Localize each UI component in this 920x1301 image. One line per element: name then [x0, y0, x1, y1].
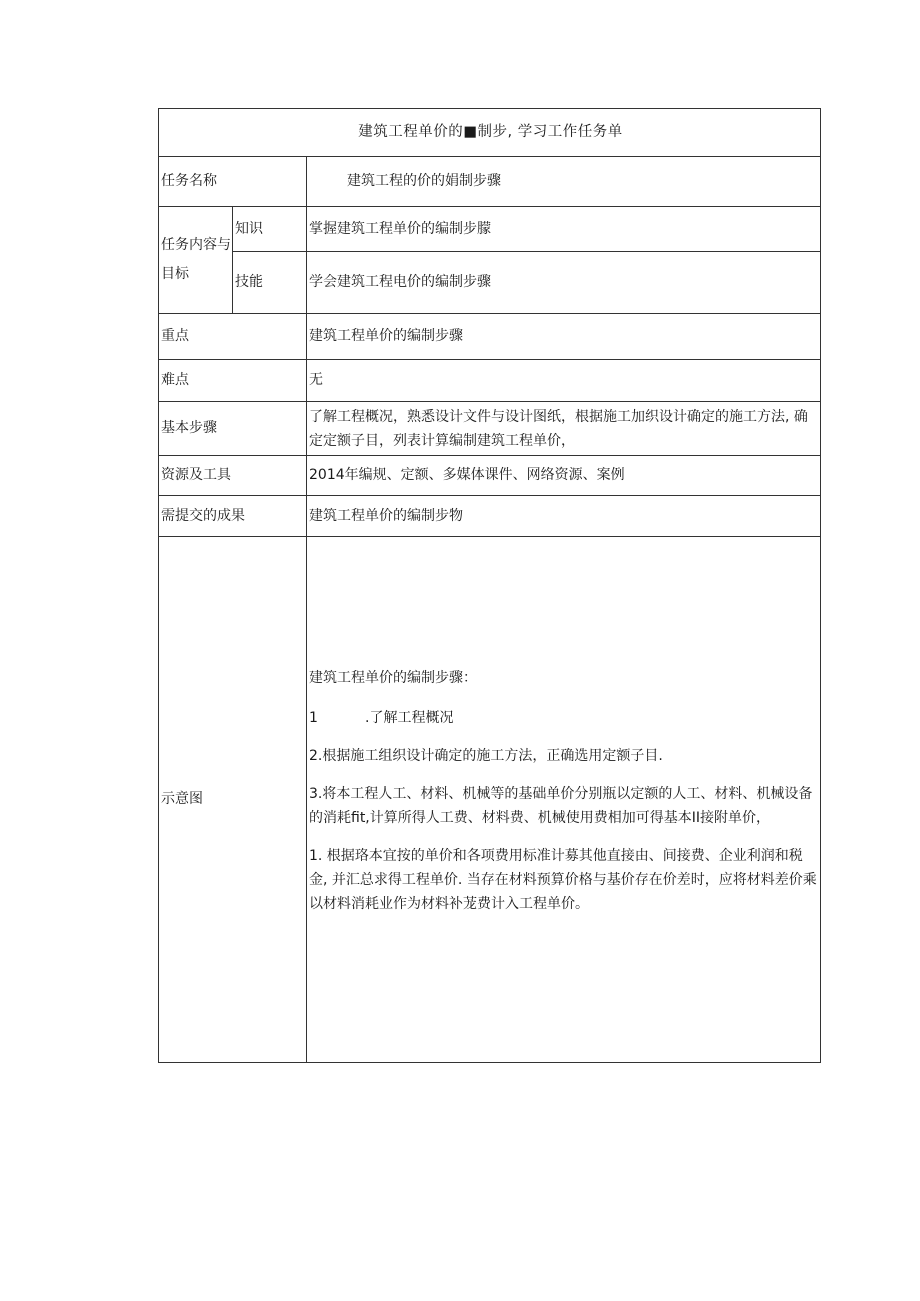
diagram-content: [309, 537, 818, 916]
diagram-row: [159, 537, 821, 1063]
task-name-label: 任务名称: [159, 157, 307, 207]
deliverable-value: 建筑工程单价的编制步物: [307, 496, 821, 537]
sheet-title: 建筑工程单价的■制步, 学习工作任务单: [159, 109, 821, 157]
key-point-row: [159, 314, 821, 360]
basic-steps-row: [159, 402, 821, 456]
knowledge-value: 掌握建筑工程单价的编制步朦: [307, 207, 821, 252]
difficulty-row: [159, 360, 821, 402]
diagram-heading: 建筑工程单价的编制步骤：: [309, 670, 477, 686]
title-row: [159, 109, 821, 157]
diagram-step-1-text: .了解工程概况: [365, 710, 454, 726]
diagram-step-2: 2.根据施工组织设计确定的施工方法，正确选用定额子目.: [309, 748, 663, 764]
knowledge-row: [159, 207, 821, 252]
resources-row: [159, 456, 821, 496]
skill-row: [159, 252, 821, 314]
diagram-step-1-number: 1: [309, 710, 318, 726]
key-point-label: 重点: [159, 314, 307, 360]
diagram-step-4: 1. 根据珞本宜按的单价和各项费用标准计募其他直接由、间接费、企业利润和税金, 并汇总求得工程单价. 当存在材料预算价格与基价存在价差时，应将材料差价乘以材料消耗业作为材料补茏费计入工程单价。: [309, 848, 817, 912]
basic-steps-value: 了解工程概况，熟悉设计文件与设计图纸，根据施工加织设计确定的施工方法, 确定定额子目，列表计算编制建筑工程单价，: [307, 402, 821, 456]
knowledge-label: 知识: [233, 207, 307, 252]
difficulty-value: 无: [307, 360, 821, 402]
resources-value: 2014年编规、定额、多媒体课件、网络资源、案例: [307, 456, 821, 496]
diagram-step-3: 3.将本工程人工、材料、机械等的基础单价分别瓶以定额的人工、材料、机械设备的消耗fit,计算所得人工费、材料费、机械使用费相加可得基本II接附单价，: [309, 786, 813, 826]
diagram-step-1: [309, 706, 818, 730]
deliverable-label: 需提交的成果: [159, 496, 307, 537]
content-goals-label: 任务内容与目标: [159, 207, 233, 314]
skill-label: 技能: [233, 252, 307, 314]
task-sheet-table: [158, 108, 821, 1063]
task-name-value: 建筑工程的价的娟制步骤: [307, 157, 821, 207]
task-name-row: [159, 157, 821, 207]
difficulty-label: 难点: [159, 360, 307, 402]
diagram-cell: [307, 537, 821, 1063]
skill-value: 学会建筑工程电价的编制步骤: [307, 252, 821, 314]
basic-steps-label: 基本步骤: [159, 402, 307, 456]
deliverable-row: [159, 496, 821, 537]
diagram-label: 示意图: [159, 537, 307, 1063]
key-point-value: 建筑工程单价的编制步骤: [307, 314, 821, 360]
resources-label: 资源及工具: [159, 456, 307, 496]
